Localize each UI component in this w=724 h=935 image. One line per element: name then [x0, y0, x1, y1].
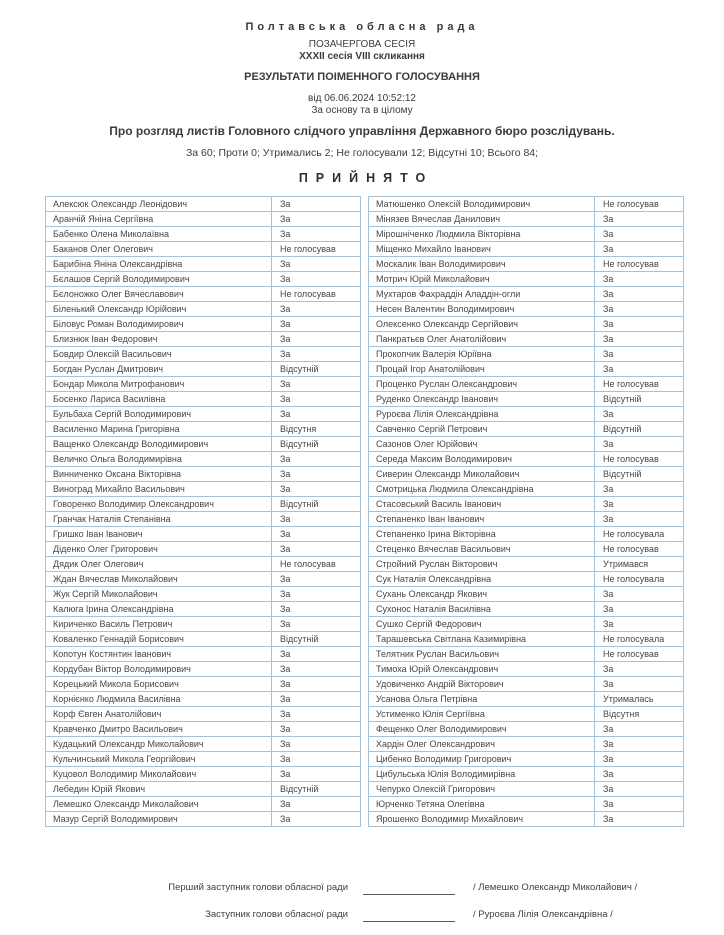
table-row — [369, 197, 683, 211]
organization-title: Полтавська обласна рада — [245, 21, 479, 33]
deputy-name: Куцовол Володимир Миколайович — [46, 767, 272, 781]
deputy-name: Василенко Марина Григорівна — [46, 422, 272, 436]
table-row — [46, 811, 360, 826]
table-row — [369, 811, 683, 826]
table-row — [369, 301, 683, 316]
vote-value: Не голосувала — [603, 634, 665, 644]
vote-table-left — [45, 196, 361, 827]
table-row — [46, 511, 360, 526]
table-row — [369, 241, 683, 256]
table-row — [46, 436, 360, 451]
vote-value: За — [603, 799, 614, 809]
deputy-name: Богдан Руслан Дмитрович — [46, 362, 272, 376]
table-row — [369, 406, 683, 421]
deputy-name: Усанова Ольга Петрівна — [369, 692, 595, 706]
vote-value: За — [603, 724, 614, 734]
deputy-name: Телятник Руслан Васильович — [369, 647, 595, 661]
table-row — [46, 391, 360, 406]
table-row — [46, 526, 360, 541]
vote-value: За — [603, 334, 614, 344]
deputy-name: Степаненко Ірина Вікторівна — [369, 527, 595, 541]
table-row — [46, 571, 360, 586]
deputy-name: Цибенко Володимир Григорович — [369, 752, 595, 766]
vote-value: Відсутній — [280, 364, 319, 374]
vote-value: За — [603, 769, 614, 779]
deputy-name: Мазур Сергій Володимирович — [46, 812, 272, 826]
vote-value: За — [280, 739, 291, 749]
table-row — [369, 346, 683, 361]
table-row — [46, 496, 360, 511]
vote-value: За — [603, 319, 614, 329]
deputy-name: Ждан Вячеслав Миколайович — [46, 572, 272, 586]
vote-value: За — [280, 379, 291, 389]
vote-value: За — [280, 589, 291, 599]
table-row — [46, 586, 360, 601]
vote-value: Не голосував — [603, 649, 659, 659]
table-row — [46, 721, 360, 736]
deputy-name: Бовдир Олексій Васильович — [46, 347, 272, 361]
deputy-name: Ярошенко Володимир Михайлович — [369, 812, 595, 826]
vote-value: За — [603, 589, 614, 599]
vote-value: За — [280, 259, 291, 269]
deputy-name: Процай Ігор Анатолійович — [369, 362, 595, 376]
table-row — [46, 466, 360, 481]
deputy-name: Сазонов Олег Юрійович — [369, 437, 595, 451]
deputy-name: Панкратьєв Олег Анатолійович — [369, 332, 595, 346]
table-row — [369, 646, 683, 661]
table-row — [46, 556, 360, 571]
deputy-name: Руденко Олександр Іванович — [369, 392, 595, 406]
vote-value: За — [603, 229, 614, 239]
deputy-name: Барибіна Яніна Олександрівна — [46, 257, 272, 271]
vote-value: За — [603, 484, 614, 494]
deputy-name: Матюшенко Олексій Володимирович — [369, 197, 595, 211]
vote-value: За — [280, 529, 291, 539]
deputy-name: Сук Наталія Олександрівна — [369, 572, 595, 586]
deputy-name: Середа Максим Володимирович — [369, 452, 595, 466]
vote-table-right — [368, 196, 684, 827]
vote-value: За — [603, 499, 614, 509]
deputy-name: Несен Валентин Володимирович — [369, 302, 595, 316]
table-row — [46, 661, 360, 676]
table-row — [46, 376, 360, 391]
table-row — [369, 226, 683, 241]
vote-value: За — [280, 814, 291, 824]
deputy-name: Чепурко Олексій Григорович — [369, 782, 595, 796]
vote-value: За — [280, 724, 291, 734]
deputy-name: Смотрицька Людмила Олександрівна — [369, 482, 595, 496]
vote-value: Відсутня — [603, 709, 640, 719]
deputy-name: Мухтаров Фахраддін Аладдін-огли — [369, 287, 595, 301]
table-row — [369, 391, 683, 406]
deputy-name: Сушко Сергій Федорович — [369, 617, 595, 631]
deputy-name: Гришко Іван Іванович — [46, 527, 272, 541]
table-row — [46, 631, 360, 646]
table-row — [46, 406, 360, 421]
vote-value: Відсутній — [603, 394, 642, 404]
vote-value: За — [280, 664, 291, 674]
vote-value: За — [603, 364, 614, 374]
table-row — [46, 451, 360, 466]
vote-value: За — [603, 664, 614, 674]
deputy-name: Калюга Ірина Олександрівна — [46, 602, 272, 616]
deputy-name: Кульчинський Микола Георгійович — [46, 752, 272, 766]
vote-value: За — [280, 754, 291, 764]
vote-value: За — [280, 334, 291, 344]
table-row — [369, 271, 683, 286]
vote-basis: За основу та в цілому — [311, 104, 413, 116]
deputy-name: Тарашевська Світлана Казимирівна — [369, 632, 595, 646]
table-row — [369, 316, 683, 331]
table-row — [46, 331, 360, 346]
table-row — [46, 361, 360, 376]
signatory-position: Перший заступник голови обласної ради — [168, 882, 348, 893]
deputy-name: Ващенко Олександр Володимирович — [46, 437, 272, 451]
vote-value: За — [603, 214, 614, 224]
deputy-name: Бульбаха Сергій Володимирович — [46, 407, 272, 421]
table-row — [369, 376, 683, 391]
table-row — [369, 631, 683, 646]
table-row — [46, 541, 360, 556]
vote-value: За — [280, 409, 291, 419]
vote-value: Утрималась — [603, 694, 654, 704]
signatory-name: / Лемешко Олександр Миколайович / — [473, 882, 638, 893]
table-row — [369, 706, 683, 721]
vote-value: За — [280, 619, 291, 629]
deputy-name: Сиверин Олександр Миколайович — [369, 467, 595, 481]
deputy-name: Алексюк Олександр Леонідович — [46, 197, 272, 211]
vote-datetime: від 06.06.2024 10:52:12 — [308, 93, 416, 104]
vote-value: За — [280, 394, 291, 404]
table-row — [369, 466, 683, 481]
deputy-name: Коваленко Геннадій Борисович — [46, 632, 272, 646]
deputy-name: Олексенко Олександр Сергійович — [369, 317, 595, 331]
table-row — [46, 736, 360, 751]
vote-value: Не голосував — [603, 454, 659, 464]
table-row — [46, 616, 360, 631]
table-row — [46, 286, 360, 301]
vote-value: За — [603, 754, 614, 764]
table-row — [369, 796, 683, 811]
vote-value: Відсутній — [603, 424, 642, 434]
deputy-name: Бєлашов Сергій Володимирович — [46, 272, 272, 286]
table-row — [369, 481, 683, 496]
table-row — [46, 301, 360, 316]
vote-subject: Про розгляд листів Головного слідчого управління Державного бюро розслідувань. — [109, 124, 615, 138]
vote-value: Не голосував — [603, 379, 659, 389]
deputy-name: Сухонос Наталія Василівна — [369, 602, 595, 616]
table-row — [369, 211, 683, 226]
vote-value: За — [603, 274, 614, 284]
table-row — [46, 706, 360, 721]
deputy-name: Близнюк Іван Федорович — [46, 332, 272, 346]
deputy-name: Лебедин Юрій Якович — [46, 782, 272, 796]
deputy-name: Біловус Роман Володимирович — [46, 317, 272, 331]
vote-value: Відсутній — [280, 499, 319, 509]
table-row — [369, 691, 683, 706]
vote-value: За — [280, 454, 291, 464]
deputy-name: Савченко Сергій Петрович — [369, 422, 595, 436]
deputy-name: Тимоха Юрій Олександрович — [369, 662, 595, 676]
table-row — [369, 436, 683, 451]
vote-value: За — [603, 409, 614, 419]
vote-value: За — [603, 349, 614, 359]
deputy-name: Прокопчик Валерія Юріївна — [369, 347, 595, 361]
vote-value: За — [603, 439, 614, 449]
deputy-name: Лемешко Олександр Миколайович — [46, 797, 272, 811]
vote-value: Не голосував — [280, 289, 336, 299]
vote-value: За — [280, 544, 291, 554]
deputy-name: Фещенко Олег Володимирович — [369, 722, 595, 736]
table-row — [369, 541, 683, 556]
deputy-name: Мінязев Вячеслав Данилович — [369, 212, 595, 226]
table-row — [46, 691, 360, 706]
vote-value: За — [603, 244, 614, 254]
table-row — [46, 766, 360, 781]
table-row — [46, 796, 360, 811]
table-row — [46, 241, 360, 256]
deputy-name: Діденко Олег Григорович — [46, 542, 272, 556]
vote-value: За — [603, 304, 614, 314]
vote-value: За — [280, 604, 291, 614]
vote-value: За — [280, 484, 291, 494]
table-row — [369, 586, 683, 601]
vote-value: Відсутня — [280, 424, 317, 434]
deputy-name: Удовиченко Андрій Вікторович — [369, 677, 595, 691]
vote-value: Відсутній — [280, 784, 319, 794]
table-row — [46, 781, 360, 796]
vote-value: За — [280, 274, 291, 284]
vote-value: Не голосував — [603, 199, 659, 209]
deputy-name: Проценко Руслан Олександрович — [369, 377, 595, 391]
decision-label: ПРИЙНЯТО — [298, 171, 434, 185]
deputy-name: Бєлоножко Олег Вячеславович — [46, 287, 272, 301]
session-number: XXXII сесія VIII скликання — [299, 51, 425, 62]
vote-value: За — [280, 799, 291, 809]
table-row — [369, 256, 683, 271]
vote-value: Відсутній — [280, 634, 319, 644]
deputy-name: Жук Сергій Миколайович — [46, 587, 272, 601]
deputy-name: Мірошніченко Людмила Вікторівна — [369, 227, 595, 241]
deputy-name: Дядик Олег Олегович — [46, 557, 272, 571]
signatory-name: / Руроєва Лілія Олександрівна / — [473, 909, 613, 920]
table-row — [369, 721, 683, 736]
table-row — [46, 316, 360, 331]
table-row — [369, 766, 683, 781]
vote-value: За — [603, 739, 614, 749]
deputy-name: Степаненко Іван Іванович — [369, 512, 595, 526]
deputy-name: Кириченко Василь Петрович — [46, 617, 272, 631]
table-row — [46, 256, 360, 271]
deputy-name: Бондар Микола Митрофанович — [46, 377, 272, 391]
vote-value: За — [280, 304, 291, 314]
deputy-name: Кравченко Дмитро Васильович — [46, 722, 272, 736]
deputy-name: Корнієнко Людмила Василівна — [46, 692, 272, 706]
signature-line — [363, 880, 455, 895]
session-type: ПОЗАЧЕРГОВА СЕСІЯ — [308, 39, 416, 50]
table-row — [369, 286, 683, 301]
vote-value: За — [603, 679, 614, 689]
table-row — [369, 616, 683, 631]
vote-value: Не голосував — [280, 559, 336, 569]
deputy-name: Копотун Костянтин Іванович — [46, 647, 272, 661]
table-row — [369, 511, 683, 526]
deputy-name: Хардін Олег Олександрович — [369, 737, 595, 751]
deputy-name: Міщенко Михайло Іванович — [369, 242, 595, 256]
vote-value: За — [280, 679, 291, 689]
vote-totals: За 60; Проти 0; Утримались 2; Не голосували 12; Відсутні 10; Всього 84; — [185, 147, 539, 159]
vote-value: За — [280, 694, 291, 704]
table-row — [46, 481, 360, 496]
deputy-name: Стасовський Василь Іванович — [369, 497, 595, 511]
deputy-name: Москалик Іван Володимирович — [369, 257, 595, 271]
deputy-name: Гранчак Наталія Степанівна — [46, 512, 272, 526]
deputy-name: Винниченко Оксана Вікторівна — [46, 467, 272, 481]
deputy-name: Мотрич Юрій Миколайович — [369, 272, 595, 286]
vote-value: Не голосував — [603, 544, 659, 554]
vote-value: За — [603, 289, 614, 299]
deputy-name: Баканов Олег Олегович — [46, 242, 272, 256]
deputy-name: Руроєва Лілія Олександрівна — [369, 407, 595, 421]
deputy-name: Юрченко Тетяна Олегівна — [369, 797, 595, 811]
deputy-name: Величко Ольга Володимирівна — [46, 452, 272, 466]
vote-value: За — [280, 649, 291, 659]
vote-value: За — [280, 199, 291, 209]
deputy-name: Біленький Олександр Юрійович — [46, 302, 272, 316]
vote-value: За — [603, 514, 614, 524]
deputy-name: Кудацький Олександр Миколайович — [46, 737, 272, 751]
deputy-name: Аранчій Яніна Сергіївна — [46, 212, 272, 226]
vote-value: За — [280, 709, 291, 719]
deputy-name: Говоренко Володимир Олександрович — [46, 497, 272, 511]
vote-value: За — [280, 574, 291, 584]
table-row — [369, 781, 683, 796]
table-row — [369, 556, 683, 571]
table-row — [369, 526, 683, 541]
table-row — [46, 271, 360, 286]
vote-value: Не голосувала — [603, 574, 665, 584]
table-row — [369, 601, 683, 616]
deputy-name: Сухань Олександр Якович — [369, 587, 595, 601]
deputy-name: Цибульська Юлія Володимирівна — [369, 767, 595, 781]
vote-value: За — [603, 619, 614, 629]
deputy-name: Устименко Юлія Сергіївна — [369, 707, 595, 721]
table-row — [46, 346, 360, 361]
vote-value: За — [280, 769, 291, 779]
table-row — [369, 751, 683, 766]
table-row — [369, 451, 683, 466]
deputy-name: Стеценко Вячеслав Васильович — [369, 542, 595, 556]
table-row — [46, 421, 360, 436]
vote-value: Не голосувала — [603, 529, 665, 539]
table-row — [46, 601, 360, 616]
signature-row — [18, 880, 637, 895]
vote-value: За — [280, 469, 291, 479]
table-row — [369, 496, 683, 511]
table-row — [46, 751, 360, 766]
table-row — [46, 197, 360, 211]
table-row — [369, 736, 683, 751]
deputy-name: Виноград Михайло Васильович — [46, 482, 272, 496]
deputy-name: Корф Євген Анатолійович — [46, 707, 272, 721]
table-row — [369, 361, 683, 376]
table-row — [46, 226, 360, 241]
deputy-name: Стройний Руслан Вікторович — [369, 557, 595, 571]
deputy-name: Бабенко Олена Миколаївна — [46, 227, 272, 241]
vote-value: Не голосував — [603, 259, 659, 269]
vote-value: За — [603, 604, 614, 614]
deputy-name: Корецький Микола Борисович — [46, 677, 272, 691]
vote-value: Відсутній — [280, 439, 319, 449]
vote-tables — [45, 196, 684, 827]
vote-value: Відсутній — [603, 469, 642, 479]
vote-value: За — [280, 349, 291, 359]
table-row — [369, 676, 683, 691]
vote-value: За — [603, 784, 614, 794]
table-row — [369, 421, 683, 436]
signature-row — [18, 907, 613, 922]
signature-line — [363, 907, 455, 922]
table-row — [46, 211, 360, 226]
vote-value: Не голосував — [280, 244, 336, 254]
deputy-name: Босенко Лариса Василівна — [46, 392, 272, 406]
vote-value: За — [280, 514, 291, 524]
table-row — [369, 571, 683, 586]
table-row — [46, 676, 360, 691]
table-row — [46, 646, 360, 661]
signatory-position: Заступник голови обласної ради — [205, 909, 348, 920]
table-row — [369, 331, 683, 346]
vote-value: За — [603, 814, 614, 824]
vote-value: Утримався — [603, 559, 649, 569]
vote-value: За — [280, 229, 291, 239]
vote-value: За — [280, 319, 291, 329]
deputy-name: Кордубан Віктор Володимирович — [46, 662, 272, 676]
document-title: РЕЗУЛЬТАТИ ПОІМЕННОГО ГОЛОСУВАННЯ — [244, 71, 480, 83]
table-row — [369, 661, 683, 676]
vote-value: За — [280, 214, 291, 224]
